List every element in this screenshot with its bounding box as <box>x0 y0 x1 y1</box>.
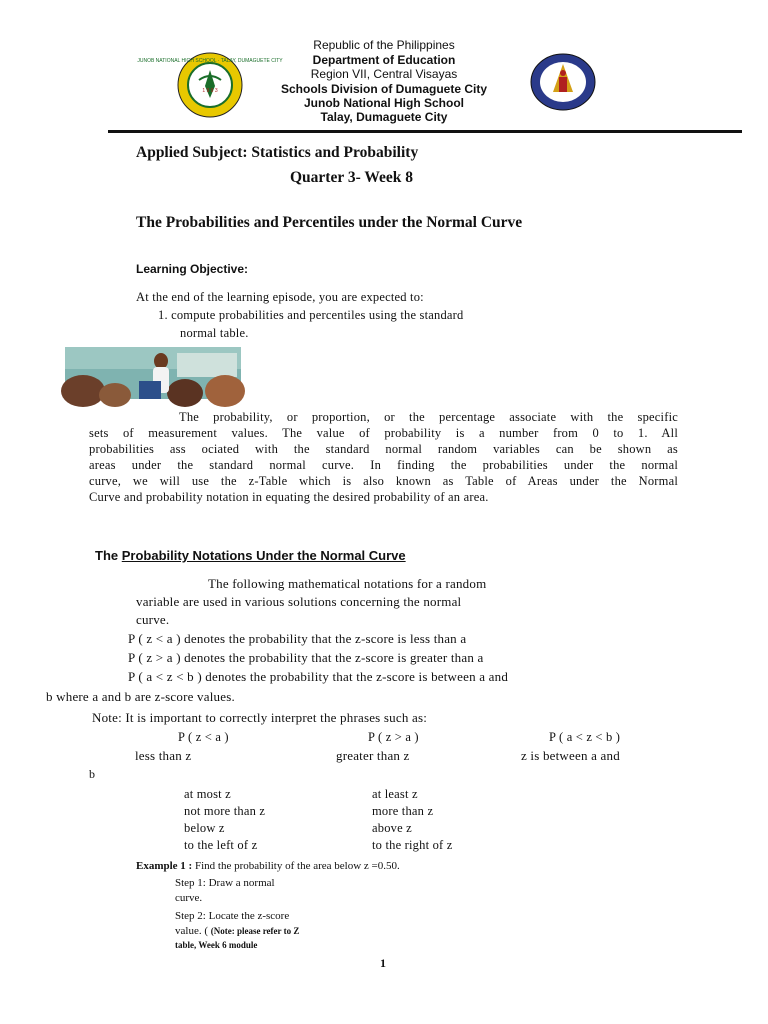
example-step-2: Step 2: Locate the z-score <box>175 910 290 922</box>
example-text: Find the probability of the area below z =0.50. <box>194 860 400 872</box>
col1-heading: P ( z < a ) <box>178 730 229 744</box>
notation-greater-than: P ( z > a ) denotes the probability that the z-score is greater than a <box>128 650 484 665</box>
col2-item: to the right of z <box>372 838 453 852</box>
lesson-title: The Probabilities and Percentiles under the Normal Curve <box>136 214 523 231</box>
classroom-photo <box>65 347 241 399</box>
example-step-2-value: value. ( <box>175 925 208 937</box>
col1-subheading: less than z <box>135 748 192 763</box>
left-seal-ring-text: JUNOB NATIONAL HIGH SCHOOL · TALAY, DUMAGUETE CITY <box>137 58 283 64</box>
paragraph-line-3: probabilities ass ociated with the standard normal random variables can be shown as <box>89 442 678 456</box>
quarter-line: Quarter 3- Week 8 <box>290 169 413 186</box>
header-line-3: Region VII, Central Visayas <box>310 67 458 81</box>
header-line-2: Department of Education <box>312 53 456 67</box>
subject-line: Applied Subject: Statistics and Probability <box>136 144 419 161</box>
col1-item: not more than z <box>184 804 266 818</box>
col1-item: below z <box>184 821 225 835</box>
page-number: 1 <box>380 956 386 970</box>
header-divider <box>108 130 742 133</box>
example-label: Example 1 : <box>136 860 193 872</box>
col1-item: at most z <box>184 787 231 801</box>
notations-intro-1: The following mathematical notations for a random <box>208 576 487 591</box>
col2-heading: P ( z > a ) <box>368 730 419 744</box>
example-1 <box>136 860 400 872</box>
header-line-4: Schools Division of Dumaguete City <box>280 82 488 96</box>
notation-note: Note: It is important to correctly interpret the phrases such as: <box>92 710 428 725</box>
paragraph-line-1: The probability, or proportion, or the percentage associate with the specific <box>179 410 678 424</box>
col2-item: above z <box>372 821 412 835</box>
school-seal-icon <box>137 52 283 118</box>
deped-seal-icon <box>530 53 596 111</box>
notation-less-than: P ( z < a ) denotes the probability that the z-score is less than a <box>128 631 467 646</box>
col2-subheading: greater than z <box>336 748 410 763</box>
notations-intro-3: curve. <box>136 612 170 627</box>
header-line-1: Republic of the Philippines <box>313 38 455 52</box>
paragraph-line-2: sets of measurement values. The value of probability is a number from 0 to 1. All <box>89 426 678 440</box>
example-step-2-note-cont: table, Week 6 module <box>175 940 258 950</box>
col1-item: to the left of z <box>184 838 258 852</box>
header-line-5: Junob National High School <box>304 96 464 110</box>
notation-between: P ( a < z < b ) denotes the probability that the z-score is between a and <box>128 669 509 684</box>
example-step-2-note: (Note: please refer to Z <box>210 926 300 936</box>
example-step-1: Step 1: Draw a normal <box>175 877 275 889</box>
paragraph-line-6: Curve and probability notation in equating the desired probability of an area. <box>89 490 489 504</box>
example-step-2-cont <box>175 925 299 937</box>
notations-heading-prefix: The <box>95 548 119 563</box>
col3-subheading: z is between a and <box>521 748 620 763</box>
notation-between-cont: b where a and b are z-score values. <box>46 689 235 704</box>
objective-item-1-cont: normal table. <box>180 326 249 340</box>
col2-item: more than z <box>372 804 434 818</box>
notations-heading-main: Probability Notations Under the Normal Curve <box>121 548 406 563</box>
notations-intro-2: variable are used in various solutions concerning the normal <box>136 594 462 609</box>
objective-heading: Learning Objective: <box>136 262 249 276</box>
example-step-1-cont: curve. <box>175 892 203 904</box>
objective-item-1: 1. compute probabilities and percentiles using the standard <box>158 308 464 322</box>
col2-item: at least z <box>372 787 418 801</box>
paragraph-line-4: areas under the standard normal curve. In finding the probabilities under the normal <box>89 458 678 472</box>
col3-heading: P ( a < z < b ) <box>549 730 621 744</box>
paragraph-line-5: curve, we will use the z-Table which is also known as Table of Areas under the Normal <box>89 474 678 488</box>
objective-intro: At the end of the learning episode, you are expected to: <box>136 290 424 304</box>
notations-heading <box>95 548 406 563</box>
header-line-6: Talay, Dumaguete City <box>320 110 448 124</box>
left-seal-year: 1 9 9 3 <box>202 88 218 94</box>
col3-subheading-cont: b <box>89 767 96 781</box>
